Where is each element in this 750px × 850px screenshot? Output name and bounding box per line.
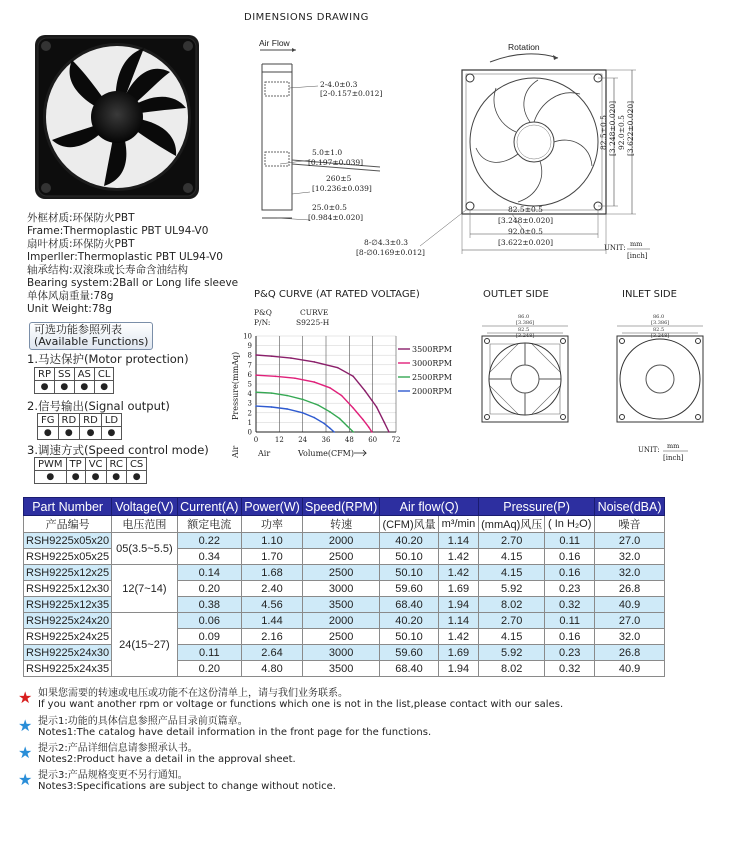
- pq-data-point: [294, 377, 296, 379]
- available-functions-title: [29, 322, 153, 350]
- cell-speed: 2000: [302, 533, 379, 549]
- cell-airflow-m3: 1.94: [438, 597, 478, 613]
- dim-size-side-mm: 92.0±0.5: [617, 115, 626, 150]
- cell-current: 0.38: [177, 597, 242, 613]
- pq-data-point: [388, 431, 390, 433]
- cell-part-number: RSH9225x12x35: [24, 597, 112, 613]
- cell-speed: 2500: [302, 549, 379, 565]
- dim-lead-mm: 260±5: [326, 174, 352, 183]
- inlet-dim-top-inch: [3.386]: [651, 320, 670, 326]
- pq-x-tick-label: 48: [344, 436, 354, 444]
- pq-data-point: [337, 367, 339, 369]
- inlet-title: INLET SIDE: [622, 289, 677, 300]
- pq-data-point: [314, 361, 316, 363]
- motor-protection-title: 1.马达保护(Motor protection): [27, 352, 189, 366]
- cell-airflow-m3: 1.14: [438, 613, 478, 629]
- cell-airflow-m3: 1.14: [438, 533, 478, 549]
- pq-y-tick-label: 7: [247, 361, 252, 370]
- spec-header-row: [24, 498, 665, 516]
- sub-power: 功率: [242, 516, 303, 533]
- note-0-cn: 如果您需要的转速或电压或功能不在这份清单上，请与我们业务联系。: [38, 688, 348, 699]
- cell-airflow-cfm: 59.60: [380, 645, 439, 661]
- cell-pressure-inh2o: 0.11: [545, 613, 595, 629]
- pq-series-line: [256, 392, 353, 432]
- cell-current: 0.14: [177, 565, 242, 581]
- cell-airflow-cfm: 68.40: [380, 597, 439, 613]
- pq-y-tick-label: 4: [247, 390, 252, 399]
- pq-data-point: [347, 425, 349, 427]
- cell-power: 1.44: [242, 613, 303, 629]
- pq-data-point: [368, 426, 370, 428]
- pq-data-point: [353, 431, 355, 433]
- cell-part-number: RSH9225x24x25: [24, 629, 112, 645]
- sub-airflow-m3: m³/min: [438, 516, 478, 533]
- table-row: [24, 613, 665, 629]
- table-row: [24, 533, 665, 549]
- cell-pressure-inh2o: 0.23: [545, 581, 595, 597]
- cell-noise: 27.0: [595, 613, 665, 629]
- spec-table: [23, 497, 665, 677]
- option-dot: ●: [74, 381, 94, 394]
- sub-part-number: 产品编号: [24, 516, 112, 533]
- pq-chart: [226, 302, 488, 462]
- header-power: Power(W): [242, 498, 303, 516]
- blue-star-icon: ★: [18, 743, 33, 762]
- cell-airflow-cfm: 50.10: [380, 629, 439, 645]
- inlet-dim-hole-mm: 82.5: [653, 327, 665, 333]
- cell-noise: 40.9: [595, 661, 665, 677]
- cell-speed: 3500: [302, 661, 379, 677]
- cell-current: 0.09: [177, 629, 242, 645]
- cell-pressure-inh2o: 0.16: [545, 565, 595, 581]
- option-rd: RD: [58, 414, 80, 427]
- pq-legend-label: 2000RPM: [412, 387, 452, 396]
- pq-data-point: [329, 387, 331, 389]
- option-dot: ●: [35, 381, 55, 394]
- dim-holes-inch: [8-∅0.169±0.012]: [356, 248, 425, 257]
- pq-legend-label: 2500RPM: [412, 373, 452, 382]
- option-dot: ●: [101, 427, 121, 440]
- cell-pressure-inh2o: 0.16: [545, 629, 595, 645]
- bearing-cn: 轴承结构:双滚珠或长寿命含油结构: [27, 264, 189, 276]
- cell-power: 1.70: [242, 549, 303, 565]
- cell-power: 4.80: [242, 661, 303, 677]
- pq-corner-label-1: P&Q: [254, 308, 272, 317]
- note-3-en: Notes3:Specifications are subject to change without notice.: [38, 781, 336, 792]
- motor-protection-table: [34, 367, 114, 394]
- weight-en: Unit Weight:78g: [27, 303, 112, 315]
- impeller-material-cn: 扇叶材质:环保防火PBT: [27, 238, 135, 250]
- dim-hole-spacing-side-mm: 82.5±0.5: [599, 115, 608, 150]
- pq-y-tick-label: 1: [247, 418, 252, 427]
- dim-hole-spacing-bottom-inch: [3.248±0.020]: [498, 216, 554, 225]
- cell-airflow-cfm: 50.10: [380, 549, 439, 565]
- cell-pressure-mmaq: 8.02: [479, 661, 545, 677]
- cell-airflow-m3: 1.94: [438, 661, 478, 677]
- header-part-number: Part Number: [24, 498, 112, 516]
- rotation-label: Rotation: [508, 42, 540, 52]
- cell-part-number: RSH9225x24x20: [24, 613, 112, 629]
- option-rc: RC: [106, 458, 126, 471]
- pq-y-tick-label: 0: [247, 428, 252, 437]
- note-2-en: Notes2:Product have a detail in the approval sheet.: [38, 754, 296, 765]
- option-dot: ●: [85, 471, 106, 484]
- dim-size-bottom-mm: 92.0±0.5: [508, 227, 543, 236]
- pq-x-tick-label: 0: [253, 436, 259, 444]
- cell-noise: 32.0: [595, 549, 665, 565]
- table-row: [24, 565, 665, 581]
- pq-data-point: [286, 395, 288, 397]
- cell-speed: 3000: [302, 581, 379, 597]
- cell-pressure-inh2o: 0.23: [545, 645, 595, 661]
- header-noise: Noise(dBA): [595, 498, 665, 516]
- pq-air-label-vertical: Air: [231, 445, 240, 458]
- pq-corner-label-2: P/N:: [254, 318, 271, 327]
- dim-screw-mm: 5.0±1.0: [312, 148, 343, 157]
- pq-data-point: [333, 431, 335, 433]
- cell-part-number: RSH9225x05x20: [24, 533, 112, 549]
- cell-pressure-inh2o: 0.32: [545, 661, 595, 677]
- pq-data-point: [317, 404, 319, 406]
- cell-current: 0.20: [177, 661, 242, 677]
- cell-power: 4.56: [242, 597, 303, 613]
- pq-y-tick-label: 5: [247, 380, 252, 389]
- option-dot: ●: [58, 427, 80, 440]
- pq-data-point: [271, 406, 273, 408]
- cell-voltage-group: 05(3.5~5.5): [112, 533, 177, 565]
- header-airflow: Air flow(Q): [380, 498, 479, 516]
- cell-pressure-mmaq: 2.70: [479, 613, 545, 629]
- cell-power: 2.16: [242, 629, 303, 645]
- outlet-dim-hole-inch: [3.248]: [516, 333, 535, 339]
- cell-pressure-mmaq: 5.92: [479, 645, 545, 661]
- pq-data-point: [364, 390, 366, 392]
- pq-x-tick-label: 36: [321, 436, 331, 444]
- option-ld: LD: [101, 414, 121, 427]
- note-1-en: Notes1:The catalog have detail information in the front page for the functions.: [38, 727, 432, 738]
- air-flow-label: Air Flow: [259, 38, 290, 48]
- cell-current: 0.22: [177, 533, 242, 549]
- unit-block-2: [638, 440, 718, 466]
- cell-current: 0.06: [177, 613, 242, 629]
- cell-noise: 26.8: [595, 645, 665, 661]
- cell-speed: 2500: [302, 565, 379, 581]
- cell-airflow-m3: 1.69: [438, 645, 478, 661]
- pq-data-point: [302, 412, 304, 414]
- cell-airflow-m3: 1.42: [438, 629, 478, 645]
- cell-pressure-inh2o: 0.32: [545, 597, 595, 613]
- cell-airflow-cfm: 68.40: [380, 661, 439, 677]
- option-dot: ●: [35, 471, 67, 484]
- frame-material-cn: 外框材质:环保防火PBT: [27, 212, 135, 224]
- dimension-drawing: [240, 24, 660, 274]
- header-voltage: Voltage(V): [112, 498, 177, 516]
- pq-data-point: [352, 407, 354, 409]
- option-dot: ●: [94, 381, 114, 394]
- pq-air-label: Air: [258, 449, 271, 458]
- pq-data-point: [290, 357, 292, 359]
- option-dot: ●: [66, 471, 85, 484]
- pq-data-point: [255, 391, 257, 393]
- red-star-icon: ★: [18, 688, 33, 707]
- pq-x-tick-label: 24: [298, 436, 308, 444]
- dim-screw-inch: [0.197±0.039]: [308, 158, 364, 167]
- cell-part-number: RSH9225x24x35: [24, 661, 112, 677]
- impeller-material-en: Imperller:Thermoplastic PBT UL94-V0: [27, 251, 223, 263]
- pq-data-point: [371, 431, 373, 433]
- cell-part-number: RSH9225x24x30: [24, 645, 112, 661]
- pq-legend-label: 3000RPM: [412, 359, 452, 368]
- unit-mm: mm: [630, 240, 643, 248]
- dim-size-bottom-inch: [3.622±0.020]: [498, 238, 554, 247]
- note-2-cn: 提示2:产品详细信息请参照承认书。: [38, 743, 198, 754]
- dim-size-side-inch: [3.622±0.020]: [626, 100, 635, 156]
- pq-x-label: Volume(CFM): [298, 449, 354, 458]
- cell-speed: 3000: [302, 645, 379, 661]
- cell-noise: 27.0: [595, 533, 665, 549]
- sub-current: 额定电流: [177, 516, 242, 533]
- unit-mm-2: mm: [667, 442, 680, 450]
- signal-output-title: 2.信号输出(Signal output): [27, 399, 170, 413]
- option-pwm: PWM: [35, 458, 67, 471]
- cell-airflow-cfm: 50.10: [380, 565, 439, 581]
- pq-x-tick-label: 12: [274, 436, 284, 444]
- unit-label-2: UNIT:: [638, 446, 660, 454]
- pq-y-tick-label: 9: [247, 342, 252, 351]
- pq-legend-label: 3500RPM: [412, 345, 452, 354]
- pq-y-tick-label: 10: [243, 332, 252, 341]
- cell-speed: 2500: [302, 629, 379, 645]
- outlet-dim-top-inch: [3.386]: [516, 320, 535, 326]
- cell-noise: 26.8: [595, 581, 665, 597]
- cell-airflow-cfm: 40.20: [380, 533, 439, 549]
- pq-data-point: [255, 354, 257, 356]
- sub-pressure-inh2o: ( In H₂O): [545, 516, 595, 533]
- speed-control-table: [34, 457, 147, 484]
- cell-pressure-mmaq: 5.92: [479, 581, 545, 597]
- pq-data-point: [275, 376, 277, 378]
- pq-data-point: [384, 422, 386, 424]
- material-specs: [27, 212, 238, 316]
- dim-depth-mm: 25.0±0.5: [312, 203, 347, 212]
- option-dot: ●: [38, 427, 59, 440]
- option-dot: ●: [126, 471, 146, 484]
- pq-y-tick-label: 6: [247, 370, 252, 379]
- unit-label: UNIT:: [604, 244, 626, 252]
- cell-power: 2.40: [242, 581, 303, 597]
- pq-data-point: [271, 392, 273, 394]
- weight-cn: 单体风扇重量:78g: [27, 290, 114, 302]
- dim-lead-inch: [10.236±0.039]: [312, 184, 372, 193]
- pq-data-point: [352, 376, 354, 378]
- cell-pressure-mmaq: 4.15: [479, 629, 545, 645]
- pq-chart-title: P&Q CURVE (AT RATED VOLTAGE): [254, 289, 420, 300]
- cell-current: 0.11: [177, 645, 242, 661]
- cell-current: 0.34: [177, 549, 242, 565]
- cell-airflow-cfm: 59.60: [380, 581, 439, 597]
- cell-speed: 2000: [302, 613, 379, 629]
- cell-noise: 32.0: [595, 629, 665, 645]
- option-cl: CL: [94, 368, 114, 381]
- outlet-dim-top-mm: 86.0: [518, 314, 530, 320]
- option-dot: ●: [106, 471, 126, 484]
- frame-material-en: Frame:Thermoplastic PBT UL94-V0: [27, 225, 209, 237]
- pq-y-label: Pressure(mmAq): [231, 351, 240, 420]
- signal-output-table: [37, 413, 122, 440]
- option-dot: ●: [54, 381, 74, 394]
- pq-data-point: [314, 381, 316, 383]
- cell-pressure-mmaq: 8.02: [479, 597, 545, 613]
- header-current: Current(A): [177, 498, 242, 516]
- outlet-drawing: [460, 308, 590, 433]
- option-fg: FG: [38, 414, 59, 427]
- pq-data-point: [302, 399, 304, 401]
- cell-voltage-group: 24(15~27): [112, 613, 177, 677]
- pq-data-point: [329, 411, 331, 413]
- header-speed: Speed(RPM): [302, 498, 379, 516]
- pq-model: S9225-H: [296, 318, 330, 327]
- note-1-cn: 提示1:功能的具体信息参照产品目录前页篇章。: [38, 716, 248, 727]
- cell-airflow-m3: 1.69: [438, 581, 478, 597]
- outlet-title: OUTLET SIDE: [483, 289, 549, 300]
- cell-pressure-mmaq: 2.70: [479, 533, 545, 549]
- cell-pressure-inh2o: 0.11: [545, 533, 595, 549]
- option-tp: TP: [66, 458, 85, 471]
- pq-data-point: [341, 395, 343, 397]
- pq-y-tick-label: 2: [247, 409, 252, 418]
- option-as: AS: [74, 368, 94, 381]
- note-3-cn: 提示3:产品规格变更不另行通知。: [38, 770, 188, 781]
- unit-inch-2: [inch]: [663, 454, 684, 462]
- unit-inch: [inch]: [627, 252, 648, 260]
- cell-part-number: RSH9225x05x25: [24, 549, 112, 565]
- pq-x-tick-label: 60: [368, 436, 378, 444]
- sub-pressure-mmaq: (mmAq)风压: [479, 516, 545, 533]
- blue-star-icon: ★: [18, 770, 33, 789]
- dim-thickness-inch: [2-0.157±0.012]: [320, 89, 383, 98]
- pq-data-point: [255, 405, 257, 407]
- option-cs: CS: [126, 458, 146, 471]
- dim-depth-inch: [0.984±0.020]: [308, 213, 364, 222]
- header-pressure: Pressure(P): [479, 498, 595, 516]
- cell-power: 2.64: [242, 645, 303, 661]
- available-functions-en: (Available Functions): [34, 335, 149, 348]
- dim-thickness-mm: 2-4.0±0.3: [320, 80, 358, 89]
- sub-noise: 噪音: [595, 516, 665, 533]
- option-rp: RP: [35, 368, 55, 381]
- cell-noise: 32.0: [595, 565, 665, 581]
- sub-voltage: 电压范围: [112, 516, 177, 533]
- pq-data-point: [323, 423, 325, 425]
- pq-data-point: [286, 408, 288, 410]
- inlet-dim-hole-inch: [3.248]: [651, 333, 670, 339]
- pq-data-point: [339, 418, 341, 420]
- pq-x-tick-label: 72: [391, 436, 401, 444]
- outlet-dim-hole-mm: 82.5: [518, 327, 530, 333]
- cell-pressure-mmaq: 4.15: [479, 565, 545, 581]
- cell-power: 1.68: [242, 565, 303, 581]
- pq-data-point: [314, 417, 316, 419]
- pq-data-point: [376, 406, 378, 408]
- cell-airflow-m3: 1.42: [438, 549, 478, 565]
- fan-photo: [32, 32, 202, 202]
- cell-pressure-inh2o: 0.16: [545, 549, 595, 565]
- pq-series-line: [256, 406, 334, 432]
- pq-curve-label: CURVE: [300, 308, 329, 317]
- available-functions-cn: 可选功能参照列表: [34, 323, 122, 336]
- inlet-drawing: [595, 308, 725, 433]
- cell-noise: 40.9: [595, 597, 665, 613]
- drawing-title: DIMENSIONS DRAWING: [244, 12, 369, 23]
- option-vc: VC: [85, 458, 106, 471]
- blue-star-icon: ★: [18, 716, 33, 735]
- sub-speed: 转速: [302, 516, 379, 533]
- pq-data-point: [329, 427, 331, 429]
- dim-holes-mm: 8-∅4.3±0.3: [364, 238, 408, 247]
- pq-y-tick-label: 8: [247, 351, 252, 360]
- cell-speed: 3500: [302, 597, 379, 613]
- pq-data-point: [362, 419, 364, 421]
- sub-airflow-cfm: (CFM)风量: [380, 516, 439, 533]
- cell-power: 1.10: [242, 533, 303, 549]
- pq-data-point: [255, 374, 257, 376]
- option-rd: RD: [80, 414, 102, 427]
- option-dot: ●: [80, 427, 102, 440]
- cell-part-number: RSH9225x12x25: [24, 565, 112, 581]
- bearing-en: Bearing system:2Ball or Long life sleeve: [27, 277, 239, 289]
- cell-pressure-mmaq: 4.15: [479, 549, 545, 565]
- speed-control-title: 3.调速方式(Speed control mode): [27, 443, 209, 457]
- cell-voltage-group: 12(7~14): [112, 565, 177, 613]
- cell-current: 0.20: [177, 581, 242, 597]
- note-0-en: If you want another rpm or voltage or functions which one is not in the list,please contact with our sales.: [38, 699, 564, 710]
- cell-airflow-m3: 1.42: [438, 565, 478, 581]
- pq-data-point: [271, 355, 273, 357]
- dim-hole-spacing-side-inch: [3.248±0.020]: [608, 100, 617, 156]
- pq-y-tick-label: 3: [247, 399, 252, 408]
- spec-subheader-row: [24, 516, 665, 533]
- cell-part-number: RSH9225x12x30: [24, 581, 112, 597]
- cell-airflow-cfm: 40.20: [380, 613, 439, 629]
- option-ss: SS: [54, 368, 74, 381]
- inlet-dim-top-mm: 86.0: [653, 314, 665, 320]
- dim-hole-spacing-bottom-mm: 82.5±0.5: [508, 205, 543, 214]
